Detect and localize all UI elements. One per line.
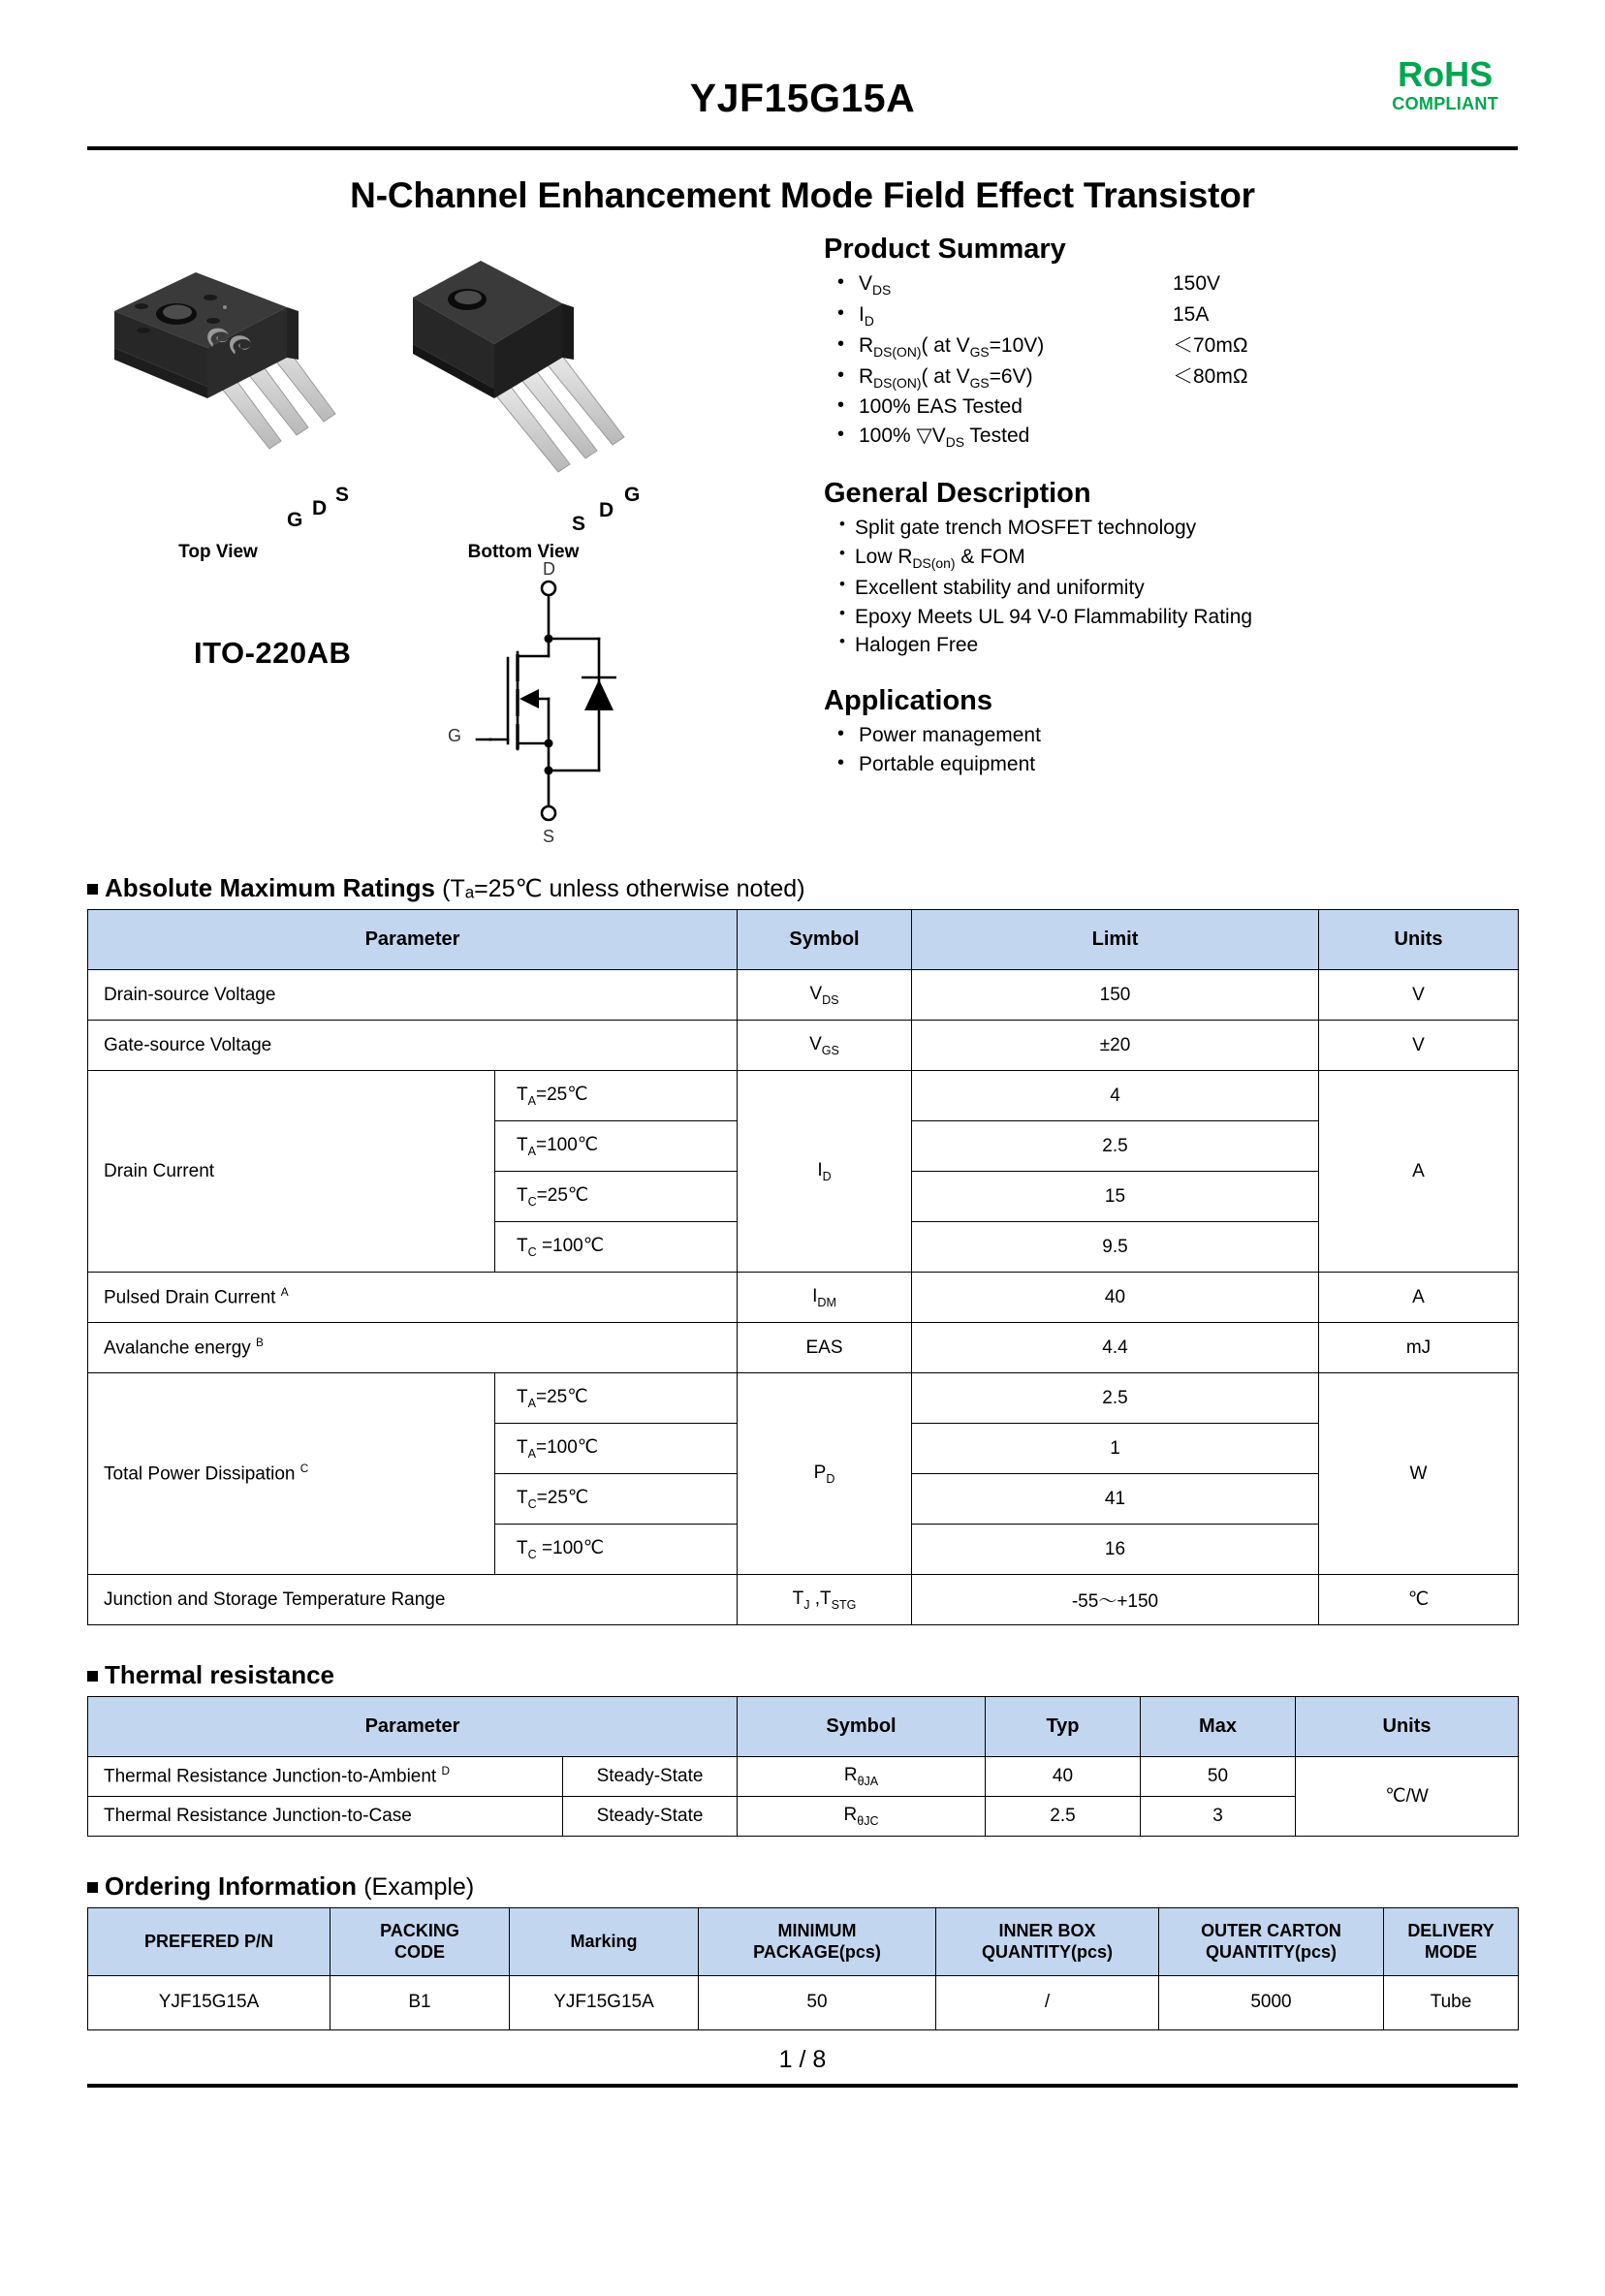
table-row [88,1757,1519,1797]
limit-cell: 40 [912,1273,1319,1323]
symbol-source-label: S [543,827,555,846]
table-row [88,1575,1519,1625]
bottom-view-pin-s: S [572,513,586,535]
limit-cell: 41 [912,1474,1319,1525]
max-cell: 3 [1141,1796,1296,1836]
parameter-cell: Pulsed Drain Current $^A$ [88,1273,738,1323]
units-cell: V [1319,1021,1519,1071]
condition-cell: $T_A=100℃$ [495,1121,738,1172]
column-header: OUTER CARTON QUANTITY(pcs) [1159,1907,1384,1975]
condition-cell: Steady-State [563,1757,738,1797]
symbol-cell: $I_{DM}$ [738,1273,912,1323]
thermal-title-bold: Thermal resistance [105,1660,335,1689]
product-summary-heading: Product Summary [824,234,1066,265]
parameter-cell: Gate-source Voltage [88,1021,738,1071]
symbol-cell: $T_J$ $,T_{STG}$ [738,1575,912,1625]
applications-list [824,721,1589,779]
top-view-pin-s: S [335,484,350,506]
typ-cell: 40 [986,1757,1141,1797]
symbol-cell: $R_{\theta JA}$ [738,1757,986,1797]
symbol-gate-label: G [448,726,462,745]
column-header: Parameter [88,1697,738,1757]
table-row [88,1975,1519,2029]
bottom-view-pin-d: D [599,499,614,521]
upper-section [87,234,1518,873]
column-header: DELIVERY MODE [1384,1907,1519,1975]
limit-cell: 4.4 [912,1323,1319,1373]
condition-cell: Steady-State [563,1796,738,1836]
units-cell: ℃ [1319,1575,1519,1625]
limit-cell: 16 [912,1525,1319,1575]
min-package-cell: 50 [699,1975,936,2029]
bullet-square-icon [87,1882,98,1893]
condition-cell: $T_A=25℃$ [495,1071,738,1121]
limit-cell: 9.5 [912,1222,1319,1273]
symbol-drain-label: D [543,559,555,579]
limit-cell: -55～+150 [912,1575,1319,1625]
column-header: PREFERED P/N [88,1907,330,1975]
general-description-heading: General Description [824,478,1091,510]
product-summary-item [834,362,1589,393]
application-item: • Power management [834,721,1589,750]
limit-cell: 150 [912,970,1319,1021]
top-view-package-image [107,251,397,542]
general-description-list [824,514,1589,660]
ordering-title-note: (Example) [363,1872,475,1901]
rohs-badge [1392,56,1498,113]
product-summary-item [834,422,1589,453]
marking-cell: YJF15G15A [510,1975,699,2029]
column-header: Symbol [738,910,912,970]
thermal-title [87,1660,1605,1690]
inner-box-cell: / [936,1975,1159,2029]
column-header: Typ [986,1697,1141,1757]
pn-cell: YJF15G15A [88,1975,330,2029]
column-header: Marking [510,1907,699,1975]
page-header [87,29,1518,141]
packing-code-cell: B1 [330,1975,510,2029]
units-cell: A [1319,1273,1519,1323]
parameter-cell: Drain-source Voltage [88,970,738,1021]
summary-value: ＜80mΩ [1173,364,1248,388]
limit-cell: 15 [912,1172,1319,1222]
units-cell: A [1319,1071,1519,1273]
mosfet-schematic-symbol [475,563,698,854]
condition-cell: $T_C=25℃$ [495,1172,738,1222]
parameter-cell: Drain Current [88,1071,495,1273]
outer-carton-cell: 5000 [1159,1975,1384,2029]
column-header: Symbol [738,1697,986,1757]
column-header: INNER BOX QUANTITY(pcs) [936,1907,1159,1975]
symbol-cell: EAS [738,1323,912,1373]
top-view-pin-d: D [312,497,328,519]
bullet-square-icon [87,1671,98,1682]
column-header: Parameter [88,910,738,970]
package-name-label: ITO-220AB [194,636,352,670]
table-row [88,970,1519,1021]
summary-label: $R_{DS(ON)}$( at $V_{GS}=6V$) [859,364,1033,391]
rohs-compliant-label: COMPLIANT [1392,93,1498,113]
applications-heading: Applications [824,685,993,717]
table-row [88,1273,1519,1323]
bullet-square-icon [87,884,98,895]
limit-cell: 2.5 [912,1373,1319,1424]
general-description-item: • Low $R_{DS(on)}$ & FOM [839,543,1589,574]
product-info-column [824,234,1589,779]
bottom-view-caption: Bottom View [467,542,580,562]
datasheet-page [0,29,1605,2296]
abs-max-title [87,873,1605,903]
page-number: 1 / 8 [778,2045,827,2073]
product-summary-item [834,269,1589,300]
abs-max-title-bold: Absolute Maximum Ratings [105,873,435,902]
condition-cell: $T_C$ =100℃ [495,1525,738,1575]
condition-cell: $T_C$ =100℃ [495,1222,738,1273]
header-divider [87,146,1518,150]
general-description-item: • Excellent stability and uniformity [839,574,1589,603]
summary-value: 150V [1173,272,1221,295]
condition-cell: $T_C=25℃$ [495,1474,738,1525]
table-row [88,1373,1519,1424]
limit-cell: 1 [912,1424,1319,1474]
column-header: Limit [912,910,1319,970]
limit-cell: ±20 [912,1021,1319,1071]
parameter-cell: Junction and Storage Temperature Range [88,1575,738,1625]
condition-cell: $T_A=25℃$ [495,1373,738,1424]
summary-value: ＜70mΩ [1173,333,1248,357]
product-subtitle: N-Channel Enhancement Mode Field Effect Transistor [350,175,1255,215]
column-header: PACKING CODE [330,1907,510,1975]
symbol-cell: $R_{\theta JC}$ [738,1796,986,1836]
condition-cell: $T_A=100℃$ [495,1424,738,1474]
product-summary-item [834,300,1589,331]
ordering-information-table [87,1907,1519,2030]
table-header-row [88,910,1519,970]
table-row [88,1323,1519,1373]
summary-label: 100% EAS Tested [859,395,1023,419]
product-summary-item [834,393,1589,422]
units-cell: V [1319,970,1519,1021]
limit-cell: 2.5 [912,1121,1319,1172]
max-cell: 50 [1141,1757,1296,1797]
abs-max-title-note: (Tₐ=25℃ unless otherwise noted) [442,875,805,902]
delivery-mode-cell: Tube [1384,1975,1519,2029]
table-header-row [88,1697,1519,1757]
package-illustrations [87,234,795,873]
bottom-view-pin-g: G [624,484,641,506]
rohs-label: RoHS [1398,54,1494,94]
symbol-cell: $V_{GS}$ [738,1021,912,1071]
general-description-item: • Halogen Free [839,631,1589,660]
typ-cell: 2.5 [986,1796,1141,1836]
summary-label: $I_D$ [859,302,874,330]
product-summary-item [834,331,1589,362]
limit-cell: 4 [912,1071,1319,1121]
units-cell: W [1319,1373,1519,1575]
parameter-cell: Thermal Resistance Junction-to-Case [88,1796,563,1836]
product-summary-list [824,269,1589,453]
table-row [88,1021,1519,1071]
summary-label: $V_{DS}$ [859,272,892,299]
table-header-row [88,1907,1519,1975]
symbol-cell: $I_D$ [738,1071,912,1273]
table-row [88,1071,1519,1121]
units-cell: ℃/W [1296,1757,1519,1837]
units-cell: mJ [1319,1323,1519,1373]
footer-divider [87,2084,1518,2088]
symbol-cell: $P_D$ [738,1373,912,1575]
summary-value: 15A [1173,302,1210,326]
parameter-cell: Total Power Dissipation $^C$ [88,1373,495,1575]
parameter-cell: Thermal Resistance Junction-to-Ambient $^D$ [88,1757,563,1797]
absolute-maximum-ratings-table [87,909,1519,1625]
top-view-caption: Top View [178,542,258,562]
symbol-cell: $V_{DS}$ [738,970,912,1021]
ordering-title-bold: Ordering Information [105,1871,357,1901]
column-header: Units [1296,1697,1519,1757]
column-header: Max [1141,1697,1296,1757]
top-view-pin-g: G [287,509,303,531]
general-description-item: • Split gate trench MOSFET technology [839,514,1589,543]
column-header: MINIMUM PACKAGE(pcs) [699,1907,936,1975]
thermal-resistance-table [87,1696,1519,1837]
application-item: • Portable equipment [834,750,1589,779]
column-header: Units [1319,910,1519,970]
ordering-title [87,1871,1605,1902]
summary-label: 100% $▽V_{DS}$ Tested [859,425,1030,451]
parameter-cell: Avalanche energy $^B$ [88,1323,738,1373]
general-description-item: • Epoxy Meets UL 94 V-0 Flammability Rating [839,603,1589,632]
part-number-title: YJF15G15A [689,76,916,120]
summary-label: $R_{DS(ON)}$( at $V_{GS}=10V$) [859,333,1045,360]
